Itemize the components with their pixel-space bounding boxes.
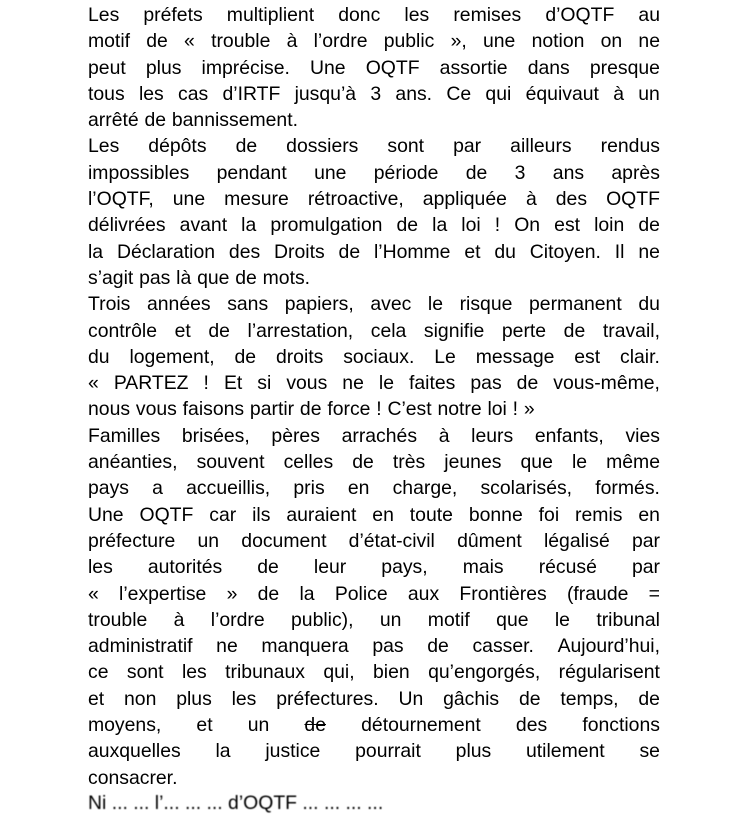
text-line: Les dépôts de dossiers sont par ailleurs rendus: [88, 135, 660, 158]
text-line: arrêté de bannissement.: [88, 109, 298, 132]
text-line: moyens, et un de détournement des fonctions: [88, 714, 660, 737]
text-line: et non plus les préfectures. Un gâchis de temps, de: [88, 687, 660, 710]
cut-off-next-line: [88, 790, 660, 814]
text-line: consacrer.: [88, 766, 178, 789]
paragraph: [88, 133, 660, 291]
text-line: « PARTEZ ! Et si vous ne le faites pas de vous-même,: [88, 372, 660, 395]
text-line: s’agit pas là que de mots.: [88, 266, 311, 289]
text-line: délivrées avant la promulgation de la loi ! On est loin de: [88, 214, 660, 237]
text-line: « l’expertise » de la Police aux Frontières (fraude =: [88, 582, 660, 605]
text-line: du logement, de droits sociaux. Le message est clair.: [88, 345, 660, 368]
text-line: nous vous faisons partir de force ! C’est notre loi ! »: [88, 398, 535, 421]
text-line: contrôle et de l’arrestation, cela signifie perte de travail,: [88, 319, 660, 342]
text-line: la Déclaration des Droits de l’Homme et du Citoyen. Il ne: [88, 240, 660, 263]
text-line: impossibles pendant une période de 3 ans après: [88, 161, 660, 184]
text-line: trouble à l’ordre public), un motif que le tribunal: [88, 608, 660, 631]
text-line: auxquelles la justice pourrait plus utilement se: [88, 740, 660, 763]
text-line: Trois années sans papiers, avec le risque permanent du: [88, 293, 660, 316]
text-line: tous les cas d’IRTF jusqu’à 3 ans. Ce qui équivaut à un: [88, 82, 660, 105]
text-line: peut plus imprécise. Une OQTF assortie dans presque: [88, 56, 660, 79]
text-line: administratif ne manquera pas de casser. Aujourd’hui,: [88, 635, 660, 658]
text-line: motif de « trouble à l’ordre public », une notion on ne: [88, 30, 660, 53]
text-line: Les préfets multiplient donc les remises d’OQTF au: [88, 4, 660, 26]
text-line: pays a accueillis, pris en charge, scolarisés, formés.: [88, 477, 660, 500]
paragraph: [88, 2, 660, 133]
document-body: [88, 2, 660, 791]
text-line: préfecture un document d’état-civil dûment légalisé par: [88, 529, 660, 552]
text-line: anéanties, souvent celles de très jeunes que le même: [88, 451, 660, 474]
text-line: les autorités de leur pays, mais récusé par: [88, 556, 660, 579]
paragraph: [88, 423, 660, 791]
paragraph: [88, 291, 660, 422]
text-line: l’OQTF, une mesure rétroactive, appliquée à des OQTF: [88, 188, 660, 211]
cut-off-line-text: Ni ... ... l’... ... ... d’OQTF ... ... ... ...: [88, 792, 384, 814]
text-line: ce sont les tribunaux qui, bien qu’engorgés, régularisent: [88, 661, 660, 684]
text-line: Une OQTF car ils auraient en toute bonne foi remis en: [88, 503, 660, 526]
text-line: Familles brisées, pères arrachés à leurs enfants, vies: [88, 424, 660, 447]
